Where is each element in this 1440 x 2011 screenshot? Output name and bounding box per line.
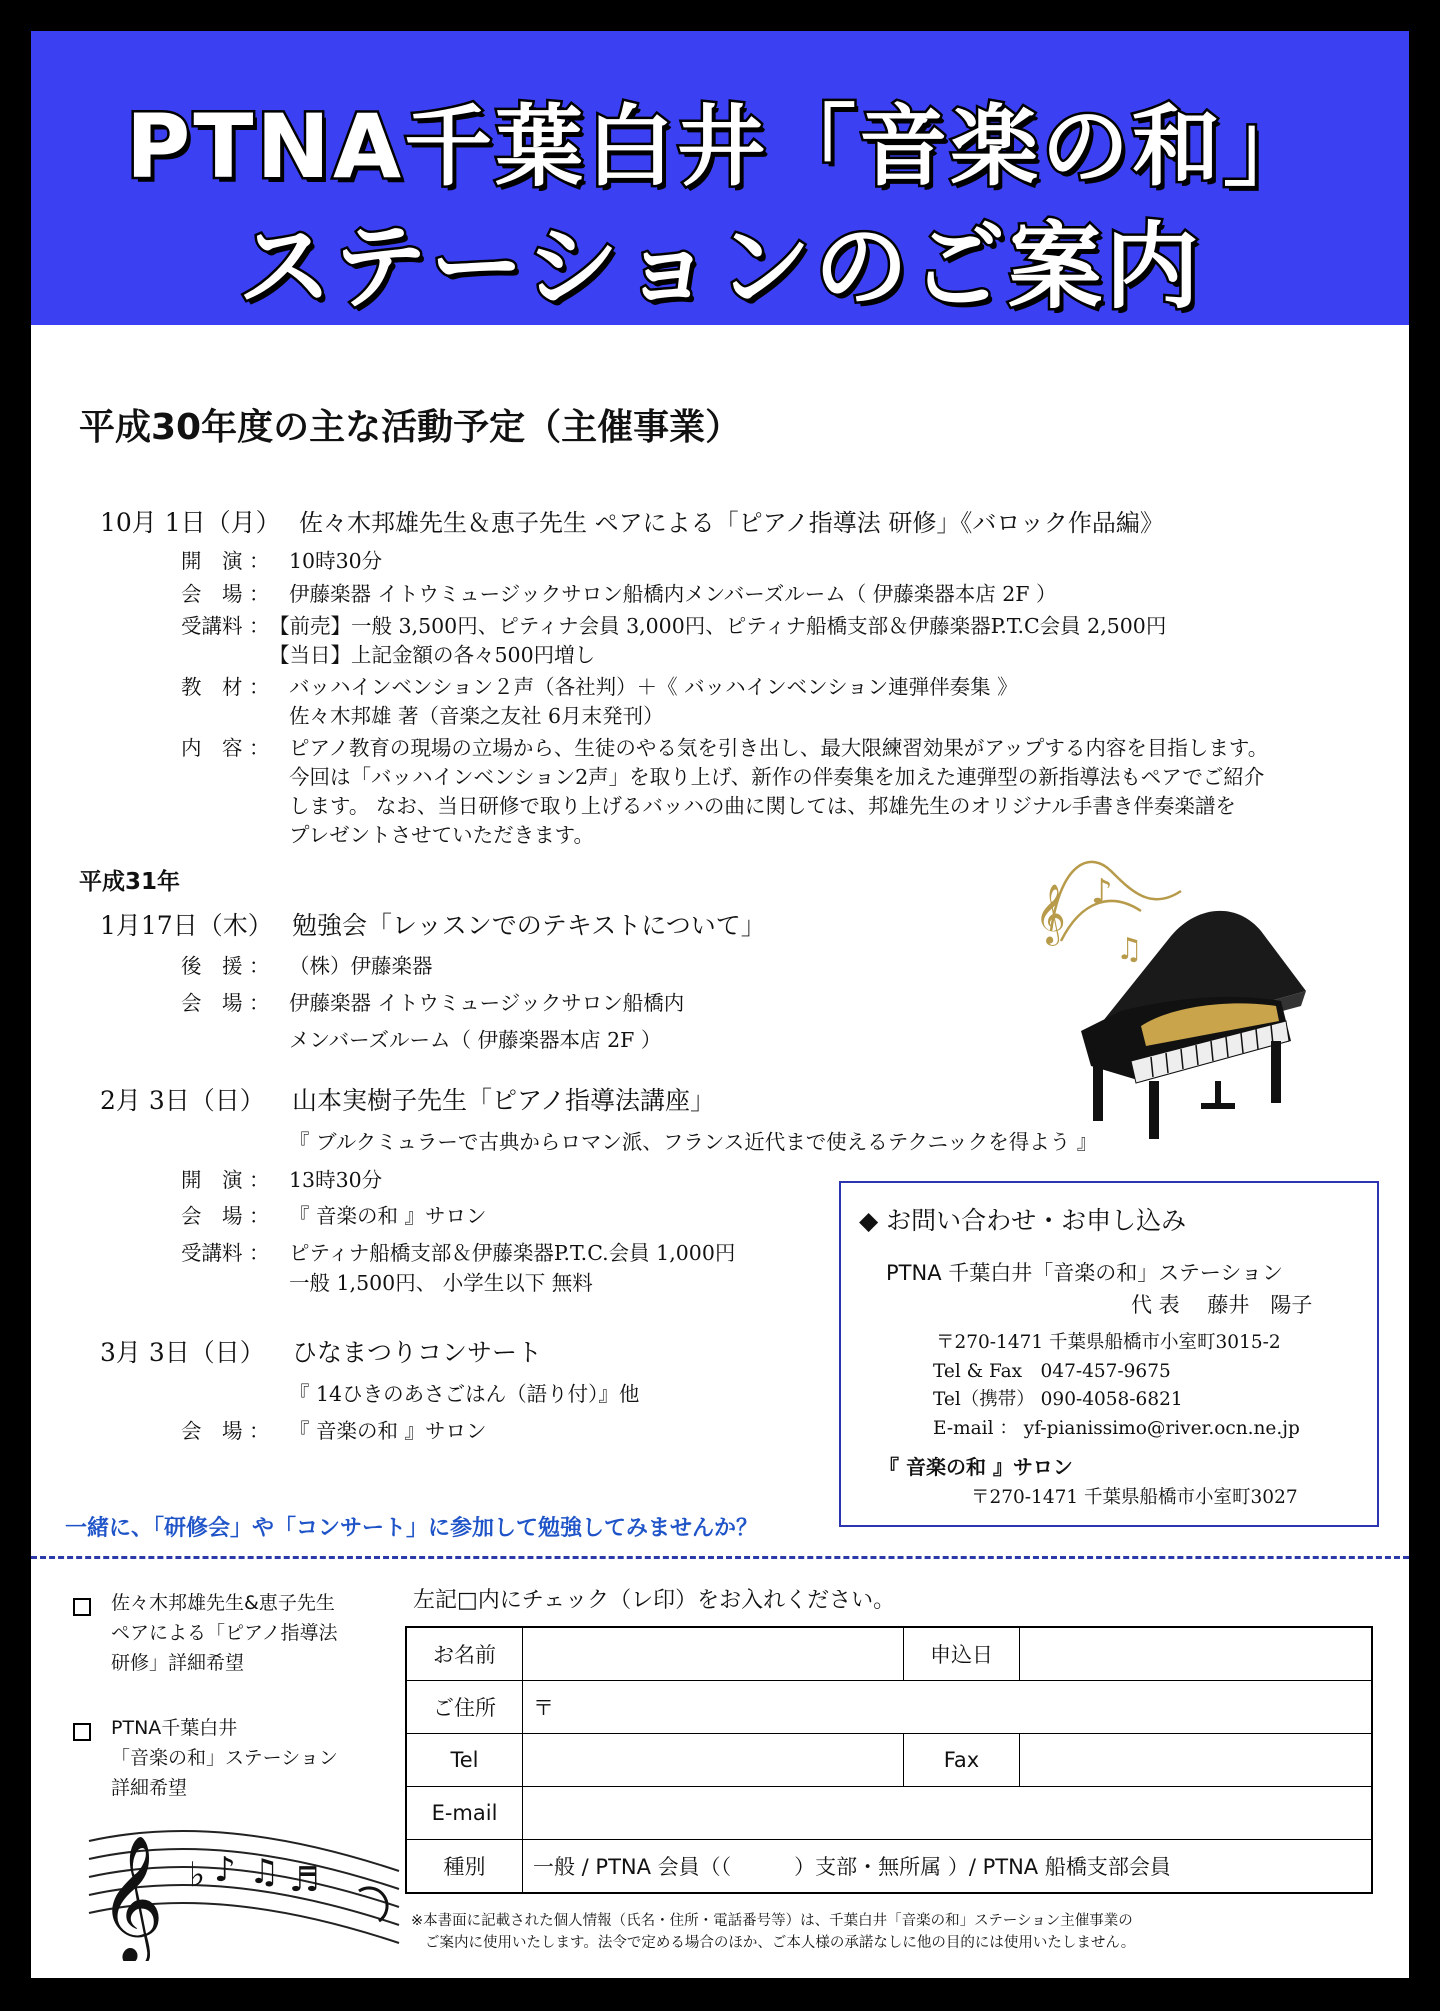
- check2-line2: 「音楽の和」ステーション: [111, 1747, 338, 1769]
- event2-venue-1: 伊藤楽器 イトウミュージックサロン船橋内: [289, 991, 685, 1015]
- event3-venue: 『 音楽の和 』サロン: [289, 1204, 487, 1228]
- event2-label-venue: 会 場 ：: [181, 991, 270, 1015]
- privacy-note-line2: ご案内に使用いたします。法令で定める場合のほか、ご本人様の承諾なしに他の目的には使用いたしません。: [425, 1935, 1136, 1951]
- fax-label: Fax: [904, 1734, 1020, 1787]
- event1-label-start: 開 演 ：: [181, 549, 270, 573]
- contact-box: [839, 1181, 1379, 1527]
- event4-label-venue: 会 場 ：: [181, 1419, 270, 1443]
- event3-subtitle: 『 ブルクミュラーで古典からロマン派、フランス近代まで使えるテクニックを得よう 』: [289, 1130, 1098, 1154]
- contact-email: E-mail ： yf-pianissimo@river.ocn.ne.jp: [933, 1418, 1300, 1439]
- salon-name: 『 音楽の和 』サロン: [879, 1455, 1073, 1479]
- svg-text:♬: ♬: [289, 1860, 320, 1900]
- event1-content-3: します。 なお、当日研修で取り上げるバッハの曲に関しては、邦雄先生のオリジナル手書き伴奏楽譜を: [289, 794, 1236, 818]
- event1-content-4: プレゼントさせていただきます。: [289, 823, 595, 847]
- tel-label: Tel: [406, 1734, 523, 1787]
- event3-fee-1: ピティナ船橋支部＆伊藤楽器P.T.C.会員 1,000円: [289, 1241, 736, 1265]
- application-form: [405, 1626, 1373, 1894]
- year-heading: 平成31年: [79, 869, 181, 895]
- event3-label-fee: 受講料 ：: [181, 1241, 270, 1265]
- check-option-station[interactable]: [73, 1716, 91, 1746]
- event2-venue-2: メンバーズルーム（ 伊藤楽器本店 2F ）: [289, 1028, 662, 1052]
- check-option-training-label: [111, 1588, 337, 1678]
- email-label: E-mail: [406, 1787, 523, 1840]
- contact-rep: 代 表 藤井 陽子: [1131, 1293, 1313, 1317]
- email-field[interactable]: [523, 1787, 1373, 1840]
- type-field[interactable]: 一般 / PTNA 会員（（ ）支部・無所属 ）/ PTNA 船橋支部会員: [523, 1840, 1373, 1894]
- check1-line1: 佐々木邦雄先生&恵子先生: [111, 1592, 335, 1614]
- svg-text:𝄞: 𝄞: [1035, 884, 1066, 944]
- check-option-station-label: [111, 1713, 338, 1803]
- invite-message: 一緒に、「研修会」や「コンサート」に参加して勉強してみませんか？: [65, 1516, 759, 1541]
- privacy-note-line1: ※本書面に記載された個人情報（氏名・住所・電話番号等）は、千葉白井「音楽の和」ステーション主催事業の: [411, 1913, 1133, 1929]
- check2-line1: PTNA千葉白井: [111, 1717, 238, 1739]
- event1-date: 10月 1日（月）: [100, 508, 281, 537]
- event3-label-start: 開 演 ：: [181, 1168, 270, 1192]
- form-instruction: 左記□内にチェック（レ印）をお入れください。: [413, 1588, 896, 1613]
- cut-line: [31, 1556, 1409, 1559]
- address-label: ご住所: [406, 1681, 523, 1734]
- event4-subtitle: 『 14ひきのあさごはん（語り付）』他: [289, 1382, 640, 1406]
- event1-material-1: バッハインベンション２声（各社判）＋《 バッハインベンション連弾伴奏集 》: [289, 675, 1018, 699]
- event1-venue: 伊藤楽器 イトウミュージックサロン船橋内メンバーズルーム（ 伊藤楽器本店 2F ）: [289, 582, 1057, 606]
- contact-address: 〒270-1471 千葉県船橋市小室町3015-2: [936, 1332, 1281, 1353]
- event1-label-content: 内 容 ：: [181, 736, 270, 760]
- contact-org: PTNA 千葉白井「音楽の和」ステーション: [886, 1261, 1283, 1285]
- checkbox-training[interactable]: [73, 1598, 91, 1616]
- salon-address: 〒270-1471 千葉県船橋市小室町3027: [971, 1487, 1298, 1508]
- contact-mobile: Tel（携帯） 090-4058-6821: [933, 1389, 1183, 1410]
- grand-piano-icon: [1021, 831, 1321, 1141]
- contact-heading: ◆ お問い合わせ・お申し込み: [859, 1206, 1187, 1235]
- address-field[interactable]: 〒: [523, 1681, 1373, 1734]
- music-staff-icon: [79, 1811, 409, 1961]
- svg-text:♪: ♪: [214, 1850, 236, 1890]
- flyer-page: [31, 31, 1409, 1978]
- event4-date: 3月 3日（日）: [100, 1338, 265, 1367]
- event1-content-2: 今回は「バッハインベンション2声」を取り上げ、新作の伴奏集を加えた連弾型の新指導法もペアでご紹介: [289, 765, 1265, 789]
- name-label: お名前: [406, 1627, 523, 1681]
- check1-line3: 研修」詳細希望: [111, 1652, 245, 1674]
- event1-label-fee: 受講料 ：: [181, 614, 270, 638]
- tel-field[interactable]: [523, 1734, 904, 1787]
- banner-title-line2: ステーションのご案内: [237, 213, 1203, 322]
- date-label: 申込日: [904, 1627, 1020, 1681]
- name-field[interactable]: [523, 1627, 904, 1681]
- svg-text:♫: ♫: [1116, 932, 1143, 967]
- checkbox-station[interactable]: [73, 1723, 91, 1741]
- event4-venue: 『 音楽の和 』サロン: [289, 1419, 487, 1443]
- check2-line3: 詳細希望: [111, 1777, 188, 1799]
- event1-start-time: 10時30分: [289, 549, 383, 573]
- event2-title: 勉強会「レッスンでのテキストについて」: [292, 911, 766, 940]
- event1-fee-advance: 【前売】一般 3,500円、ピティナ会員 3,000円、ピティナ船橋支部＆伊藤楽器P.T.C会員 2,500円: [269, 614, 1167, 638]
- event2-support: （株）伊藤楽器: [289, 954, 433, 978]
- check1-line2: ペアによる「ピアノ指導法: [111, 1622, 338, 1644]
- date-field[interactable]: [1020, 1627, 1373, 1681]
- event1-fee-door: 【当日】上記金額の各々500円増し: [269, 643, 596, 667]
- event1-material-2: 佐々木邦雄 著（音楽之友社 6月末発刊）: [289, 704, 664, 728]
- event3-fee-2: 一般 1,500円、 小学生以下 無料: [289, 1271, 593, 1295]
- contact-tel-fax: Tel & Fax 047-457-9675: [933, 1361, 1171, 1382]
- event1-title: 佐々木邦雄先生＆恵子先生 ペアによる「ピアノ指導法 研修」《バロック作品編》: [299, 509, 1164, 537]
- event3-title: 山本実樹子先生「ピアノ指導法講座」: [292, 1086, 716, 1115]
- event1-label-material: 教 材 ：: [181, 675, 270, 699]
- fax-field[interactable]: [1020, 1734, 1373, 1787]
- check-option-training[interactable]: [73, 1591, 91, 1621]
- section-title: 平成30年度の主な活動予定（主催事業）: [79, 407, 742, 448]
- type-label: 種別: [406, 1840, 523, 1894]
- svg-text:♪: ♪: [1091, 872, 1113, 912]
- event2-label-support: 後 援 ：: [181, 954, 270, 978]
- event1-label-venue: 会 場 ：: [181, 582, 270, 606]
- title-banner: [31, 31, 1409, 325]
- event1-content-1: ピアノ教育の現場の立場から、生徒のやる気を引き出し、最大限練習効果がアップする内容を目指します。: [289, 736, 1269, 760]
- svg-text:♫: ♫: [249, 1852, 280, 1892]
- event4-title: ひなまつりコンサート: [292, 1338, 543, 1367]
- event3-label-venue: 会 場 ：: [181, 1204, 270, 1228]
- event2-date: 1月17日（木）: [100, 911, 273, 940]
- svg-text:𝄞: 𝄞: [99, 1834, 165, 1961]
- event3-start-time: 13時30分: [289, 1168, 383, 1192]
- event3-date: 2月 3日（日）: [100, 1086, 265, 1115]
- banner-title-line1: PTNA千葉白井「音楽の和」: [125, 95, 1315, 198]
- svg-text:♭: ♭: [189, 1855, 206, 1895]
